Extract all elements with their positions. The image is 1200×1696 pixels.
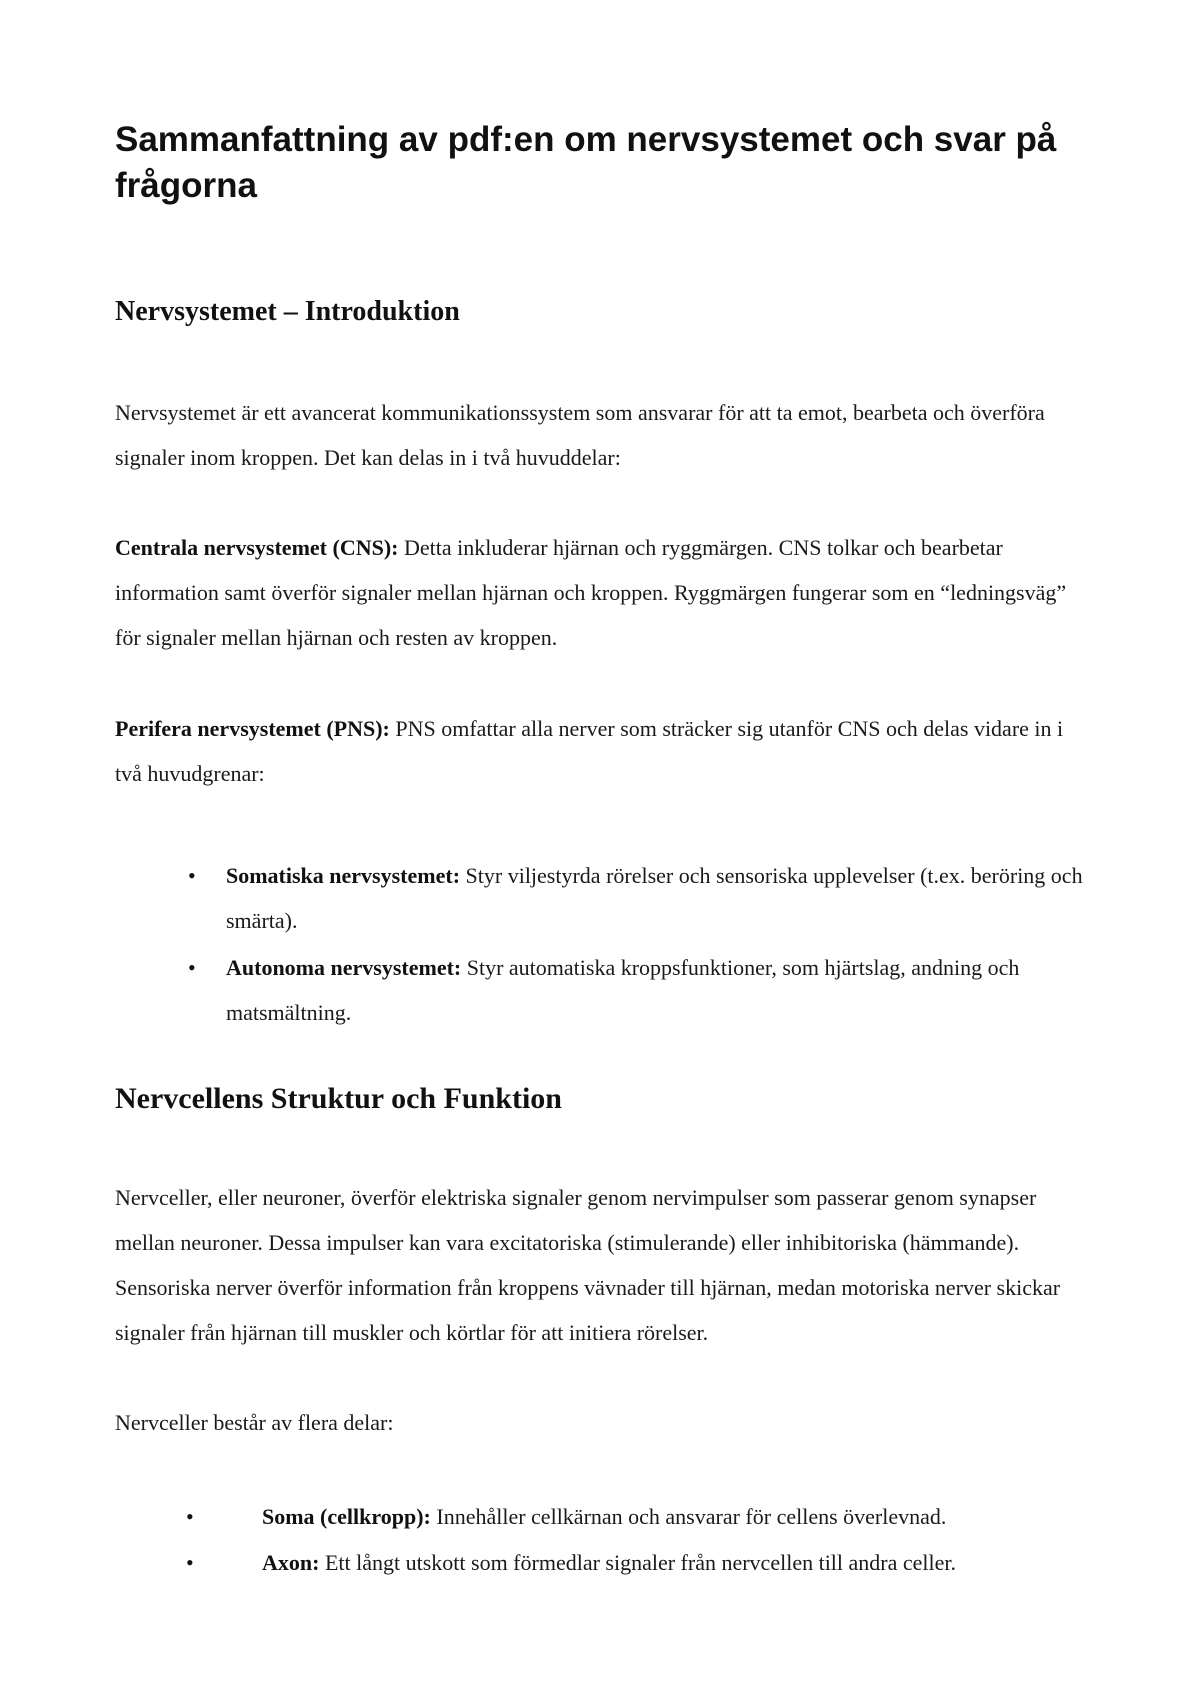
list-item-label: Soma (cellkropp): xyxy=(262,1504,431,1529)
section-heading-introduction: Nervsystemet – Introduktion xyxy=(115,296,460,327)
parts-intro-paragraph: Nervceller består av flera delar: xyxy=(115,1410,394,1435)
list-item-text: Innehåller cellkärnan och ansvarar för cellens överlevnad. xyxy=(430,1504,947,1529)
cns-label: Centrala nervsystemet (CNS): xyxy=(115,535,399,560)
pns-text: PNS omfattar alla nerver som sträcker sig utanför CNS och delas vidare in i två huvudgrenar: xyxy=(115,716,1064,786)
list-item-autonomic xyxy=(188,945,1096,1035)
bullet-marker: • xyxy=(188,863,196,888)
list-item-label: Autonoma nervsystemet: xyxy=(226,955,462,980)
pns-label: Perifera nervsystemet (PNS): xyxy=(115,716,390,741)
list-item-text: Styr automatiska kroppsfunktioner, som hjärtslag, andning och matsmältning. xyxy=(226,955,1020,1025)
cns-text: Detta inkluderar hjärnan och ryggmärgen. CNS tolkar och bearbetar information samt överför signaler mellan hjärnan och kroppen. Ryggmärgen fungerar som en “ledningsväg” för signaler mellan hjärnan och resten av kroppen. xyxy=(115,535,1067,650)
nerve-cell-paragraph: Nervceller, eller neuroner, överför elektriska signaler genom nervimpulser som passerar genom synapser mellan neuroner. Dessa impulser kan vara excitatoriska (stimulerande) eller inhibitoriska (hämmande). Sensoriska nerver överför information från kroppens vävnader till hjärnan, medan motoriska nerver skickar signaler från hjärnan till muskler och körtlar för att initiera rörelser. xyxy=(115,1185,1061,1345)
intro-paragraph: Nervsystemet är ett avancerat kommunikationssystem som ansvarar för att ta emot, bearbeta och överföra signaler inom kroppen. Det kan delas in i två huvuddelar: xyxy=(115,400,1045,470)
bullet-marker: • xyxy=(186,1504,194,1529)
pns-paragraph xyxy=(115,706,1095,796)
list-item-axon xyxy=(186,1540,1102,1585)
list-item-label: Somatiska nervsystemet: xyxy=(226,863,461,888)
cns-paragraph xyxy=(115,525,1095,660)
list-item-text: Styr viljestyrda rörelser och sensoriska upplevelser (t.ex. beröring och smärta). xyxy=(226,863,1083,933)
section-heading-nerve-cell: Nervcellens Struktur och Funktion xyxy=(115,1082,562,1115)
bullet-marker: • xyxy=(186,1550,194,1575)
list-item-soma xyxy=(186,1494,1102,1539)
document-title: Sammanfattning av pdf:en om nervsystemet och svar på frågorna xyxy=(115,120,1057,205)
list-item-somatic xyxy=(188,853,1096,943)
list-item-label: Axon: xyxy=(262,1550,320,1575)
bullet-marker: • xyxy=(188,955,196,980)
list-item-text: Ett långt utskott som förmedlar signaler från nervcellen till andra celler. xyxy=(319,1550,957,1575)
